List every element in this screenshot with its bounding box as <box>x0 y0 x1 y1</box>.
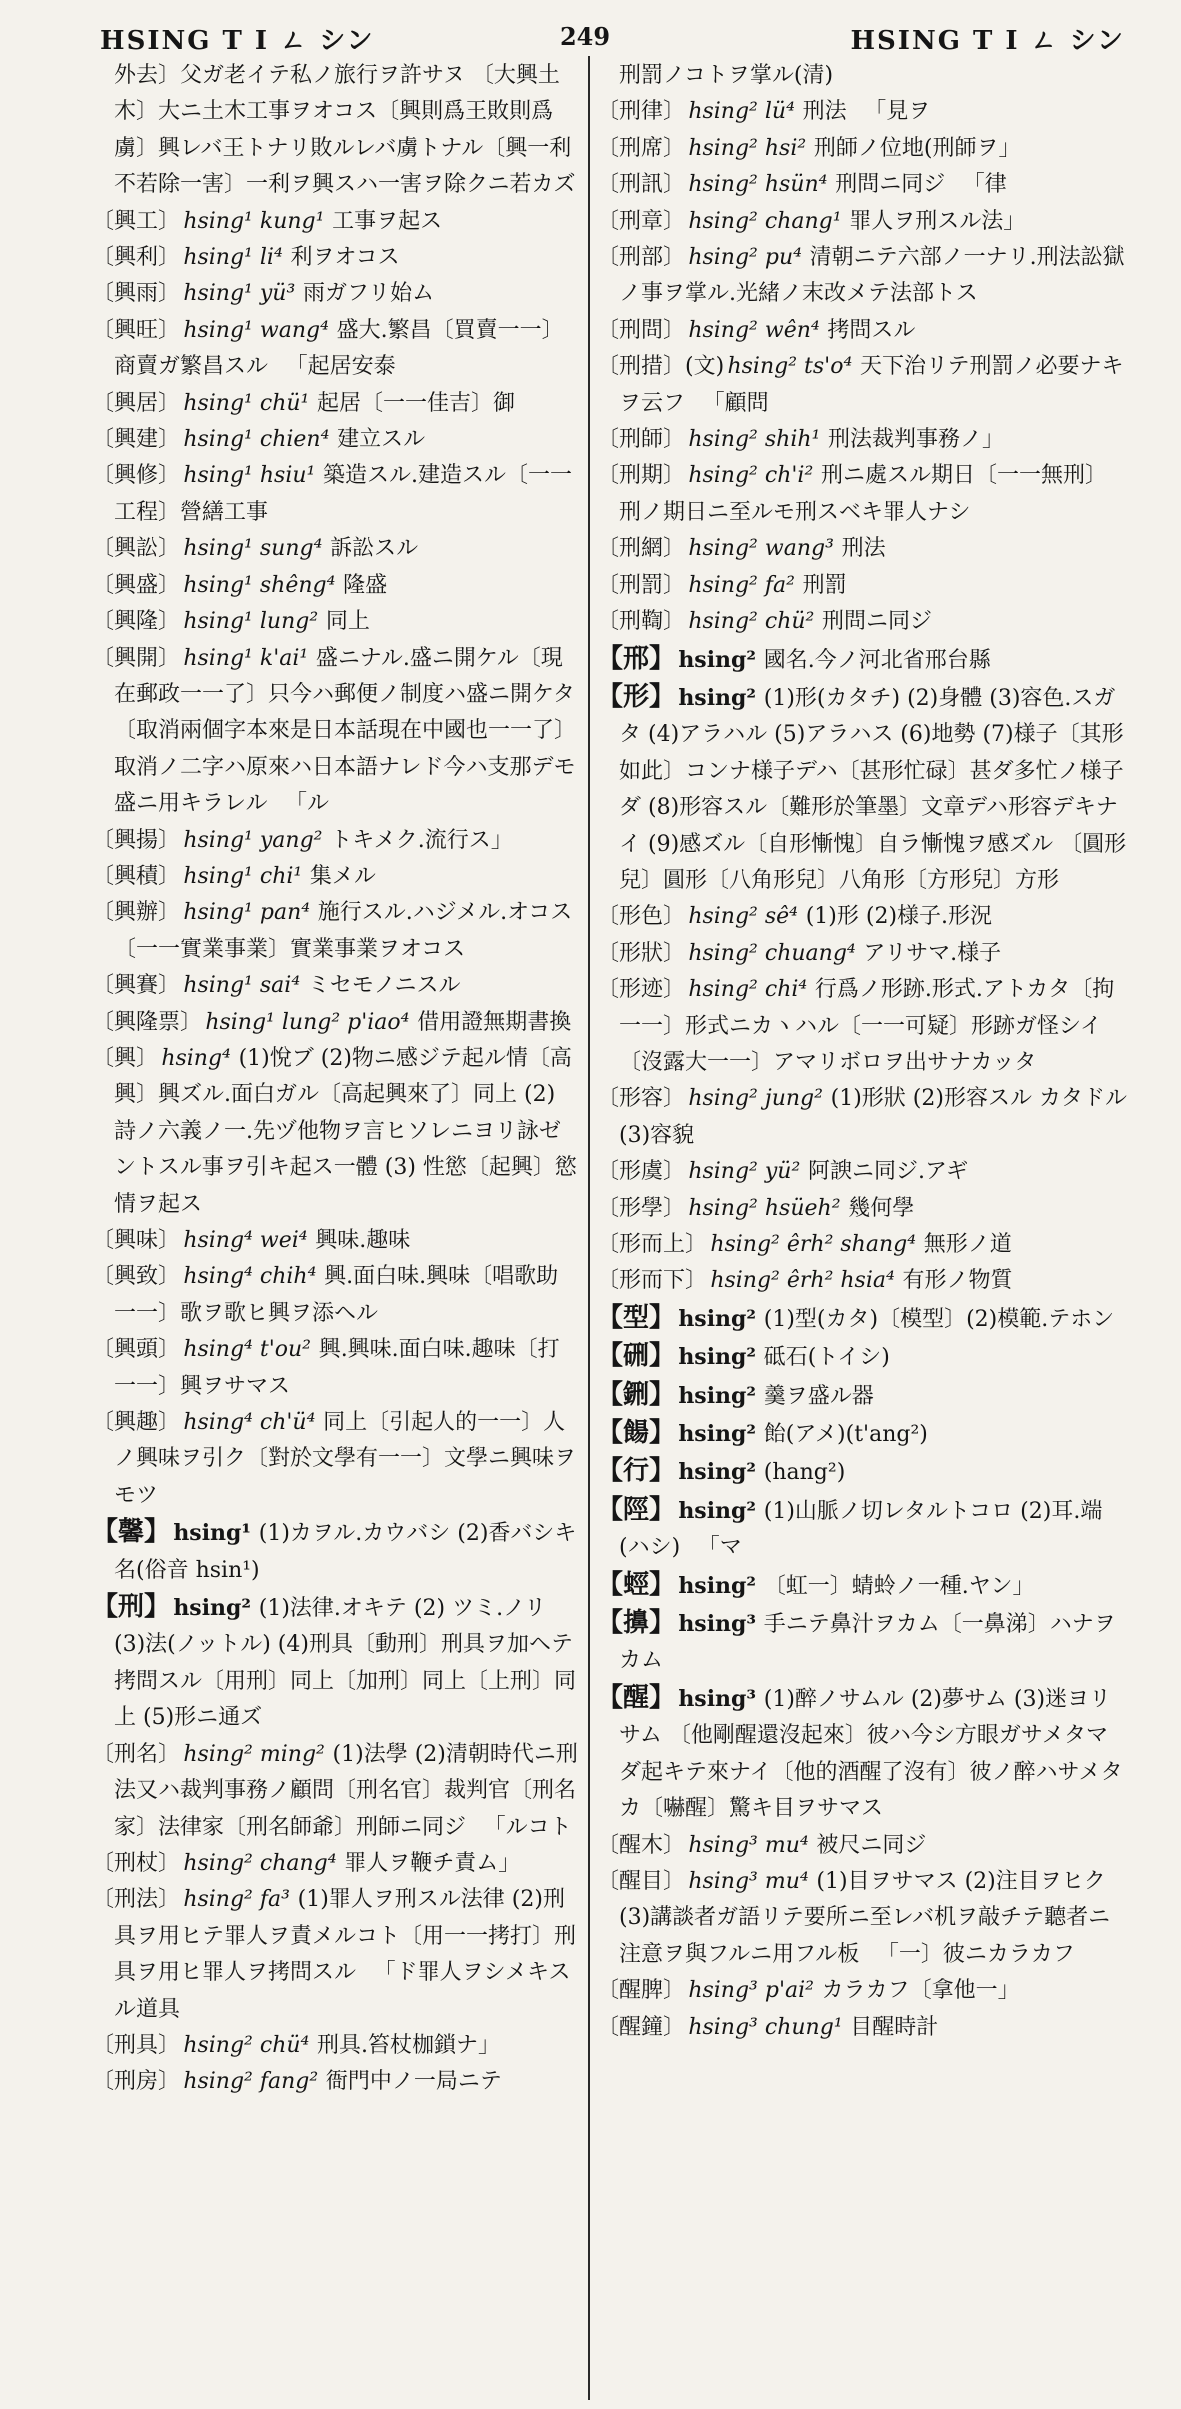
entry-gloss: 起居〔一一佳吉〕御 <box>317 390 516 416</box>
entry-term: 〔形而上〕 <box>597 1232 708 1257</box>
compound-entry <box>92 1223 580 1259</box>
continued-entry <box>597 58 1127 94</box>
entry-gloss: (1)カヲル.カウバシ (2)香バシキ名(俗音 hsin¹) <box>114 1521 577 1583</box>
compound-entry <box>597 1864 1127 1973</box>
entry-reading: hsing² wang³ <box>688 536 834 562</box>
entry-term: 〔刑律〕 <box>597 99 686 125</box>
entry-term: 〔興工〕 <box>92 208 181 234</box>
entry-gloss: 同上 <box>325 609 370 635</box>
compound-entry <box>92 1846 580 1882</box>
entry-term: 〔興訟〕 <box>92 536 181 562</box>
entry-gloss: 建立スル <box>337 427 426 453</box>
entry-gloss: 拷問スル <box>827 317 916 343</box>
entry-reading: hsing¹ yü³ <box>183 281 296 307</box>
entry-gloss: 罪人ヲ鞭チ責ム」 <box>344 1850 521 1876</box>
compound-entry <box>597 167 1127 203</box>
running-head-left: HSING T I ㄥ シン <box>100 26 375 56</box>
headword-entry <box>597 1605 1127 1680</box>
entry-reading: hsing² <box>678 1459 757 1486</box>
entry-term: 〔刑具〕 <box>92 2032 181 2058</box>
entry-term: 〔刑鞫〕 <box>597 609 686 635</box>
entry-gloss: 有形ノ物質 <box>902 1268 1013 1294</box>
entry-term: 〔興賽〕 <box>92 973 181 999</box>
entry-gloss: 盛大.繁昌〔買賣一一〕商賣ガ繁昌スル <box>114 317 564 380</box>
entry-gloss: 集メル <box>309 863 376 889</box>
entry-term: 〔刑法〕 <box>92 1887 181 1913</box>
entry-reading: hsing¹ chi¹ <box>183 863 303 889</box>
compound-entry <box>92 823 580 859</box>
entry-gloss: 同上〔引起人的一一〕人ノ興味ヲ引ク〔對於文學有一一〕文學ニ興味ヲモツ <box>114 1410 577 1508</box>
entry-term: 〔刑部〕 <box>597 245 686 271</box>
entry-reading: hsing² lü⁴ <box>688 99 795 125</box>
entry-reading: hsing¹ shêng⁴ <box>183 572 336 598</box>
entry-reading: hsing² <box>173 1595 252 1622</box>
entry-reading: hsing² <box>678 1382 757 1409</box>
entry-reading: hsing³ chung¹ <box>688 2014 843 2040</box>
entry-term: 〔興辦〕 <box>92 900 181 926</box>
entry-gloss: 工事ヲ起ス <box>332 208 443 234</box>
compound-entry <box>597 1263 1127 1299</box>
compound-entry <box>92 204 580 240</box>
compound-entry <box>92 1882 580 2028</box>
compound-entry <box>92 1041 580 1223</box>
entry-reading: hsing¹ wang⁴ <box>183 317 329 343</box>
left-column <box>92 58 580 2398</box>
entry-gloss: 清朝ニテ六部ノ一ナリ.刑法訟獄ノ事ヲ掌ル.光緒ノ末改メテ法部トス <box>619 245 1125 307</box>
entry-reading: hsing⁴ t'ou² <box>183 1337 311 1363</box>
compound-entry <box>92 240 580 276</box>
running-header <box>0 16 1181 60</box>
entry-gloss: 阿諛ニ同ジ.アギ <box>807 1159 969 1185</box>
entry-reading: hsing² chuang⁴ <box>688 940 856 966</box>
entry-gloss: 利ヲオコス <box>290 245 400 271</box>
compound-entry <box>92 968 580 1004</box>
compound-entry <box>92 1259 580 1332</box>
entry-term: 【鉶】 <box>597 1379 676 1410</box>
entry-reading: hsing² yü² <box>688 1159 801 1185</box>
entry-gloss: 〔虹一〕蜻蛉ノ一種.ヤン」 <box>763 1573 1035 1599</box>
entry-term: 〔刑訊〕 <box>597 172 686 198</box>
entry-gloss: 衙門中ノ一局ニテ <box>325 2069 502 2095</box>
entry-term: 〔興趣〕 <box>92 1410 181 1436</box>
entry-reading: hsing² jung² <box>688 1086 823 1112</box>
entry-reading: hsing³ p'ai² <box>688 1978 814 2004</box>
entry-gloss: 刑法 <box>841 536 886 562</box>
entry-reading: hsing² sê⁴ <box>688 904 799 930</box>
entry-term: 〔刑名〕 <box>92 1741 181 1767</box>
entry-term: 〔興隆〕 <box>92 609 181 635</box>
entry-term: 〔興積〕 <box>92 863 181 889</box>
entry-reading: hsing³ <box>678 1611 757 1638</box>
headword-entry <box>597 1338 1127 1376</box>
compound-entry <box>92 1405 580 1514</box>
entry-gloss: トキメク.流行ス」 <box>330 827 513 853</box>
entry-term: 〔刑師〕 <box>597 427 686 453</box>
entry-term: 〔形迹〕 <box>597 977 686 1003</box>
compound-entry <box>92 895 580 968</box>
compound-entry <box>92 386 580 422</box>
entry-reading: hsing³ mu⁴ <box>688 1832 809 1858</box>
compound-entry <box>92 604 580 640</box>
entry-gloss: 罪人ヲ刑スル法」 <box>849 208 1026 234</box>
compound-entry <box>597 131 1127 167</box>
entry-gloss: 被尺ニ同ジ <box>816 1832 927 1858</box>
entry-tail: 「マ <box>697 1535 742 1561</box>
entry-gloss: カラカフ〔拿他一」 <box>821 1978 1020 2004</box>
entry-gloss: 借用證無期書換 <box>417 1009 572 1035</box>
entry-gloss: (1)山脈ノ切レタルトコロ (2)耳.端(ハシ) <box>619 1498 1103 1561</box>
entry-term: 【餳】 <box>597 1418 676 1449</box>
compound-entry <box>92 458 580 531</box>
entry-term: 【擤】 <box>597 1608 676 1639</box>
entry-reading: hsing² ts'o⁴ <box>727 354 853 380</box>
entry-reading: hsing³ mu⁴ <box>688 1868 809 1894</box>
compound-entry <box>597 936 1127 972</box>
entry-term: 〔形學〕 <box>597 1195 686 1221</box>
entry-reading: hsing² chang⁴ <box>183 1850 337 1876</box>
entry-term: 〔刑杖〕 <box>92 1850 181 1876</box>
entry-gloss: 目醒時計 <box>850 2014 939 2040</box>
compound-entry <box>597 94 1127 130</box>
entry-gloss: (hang²) <box>763 1460 846 1486</box>
entry-tail: 「見ヲ <box>864 99 931 125</box>
entry-term: 〔形色〕 <box>597 904 686 930</box>
entry-reading: hsing² shih¹ <box>688 427 821 453</box>
entry-term: 〔刑問〕 <box>597 317 686 343</box>
compound-entry <box>597 1154 1127 1190</box>
entry-term: 【形】 <box>597 681 676 712</box>
entry-term: 【陘】 <box>597 1494 676 1525</box>
entry-gloss: 幾何學 <box>848 1195 915 1221</box>
headword-entry <box>597 641 1127 679</box>
entry-reading: hsing² <box>678 1421 757 1448</box>
compound-entry <box>597 313 1127 349</box>
entry-gloss: ミセモノニスル <box>307 973 461 999</box>
entry-reading: hsing¹ sung⁴ <box>183 536 323 562</box>
entry-term: 〔興居〕 <box>92 390 181 416</box>
compound-entry <box>597 972 1127 1081</box>
compound-entry <box>92 641 580 823</box>
entry-gloss: (1)型(カタ)〔模型〕(2)模範.テホン <box>763 1306 1115 1332</box>
entry-reading: hsing² fa³ <box>183 1887 290 1913</box>
entry-term: 〔興致〕 <box>92 1264 181 1290</box>
entry-term: 〔醒脾〕 <box>597 1978 686 2004</box>
entry-term: 〔形狀〕 <box>597 940 686 966</box>
entry-term: 〔刑席〕 <box>597 135 686 161</box>
entry-reading: hsing² chi⁴ <box>688 977 808 1003</box>
entry-term: 〔興〕 <box>92 1045 159 1071</box>
entry-reading: hsing² hsün⁴ <box>688 172 828 198</box>
entry-reading: hsing¹ chü¹ <box>183 390 310 416</box>
entry-gloss: 刑罰 <box>802 572 847 598</box>
entry-term: 〔興揚〕 <box>92 827 181 853</box>
entry-gloss: 興.興味.面白味.趣味〔打一一〕興ヲサマス <box>114 1337 560 1399</box>
entry-reading: hsing¹ pan⁴ <box>183 900 311 926</box>
entry-gloss: (1)悅ブ (2)物ニ感ジテ起ル情〔高興〕興ズル.面白ガル〔高起興來了〕同上 (2) 詩ノ六義ノ一.先ヅ他物ヲ言ヒソレニヨリ詠ゼントスル事ヲ引キ起ス一體 (3) 性慾〔起興〕慾情ヲ起ス <box>114 1045 577 1217</box>
entry-gloss: 刑法 <box>802 99 847 125</box>
entry-term: 【醒】 <box>597 1682 676 1713</box>
entry-term: 〔興旺〕 <box>92 317 181 343</box>
entry-reading: hsing⁴ <box>161 1045 231 1071</box>
entry-reading: hsing² <box>678 1497 757 1524</box>
entry-gloss: 天下治リテ刑罰ノ必要ナキヲ云フ <box>619 354 1124 416</box>
entry-term: 【行】 <box>597 1456 676 1487</box>
entry-reading: hsing⁴ ch'ü⁴ <box>183 1410 316 1436</box>
entry-term: 【馨】 <box>92 1517 171 1548</box>
entry-reading: hsing² <box>678 646 757 673</box>
entry-tail: 「顧問 <box>702 390 769 416</box>
entry-reading: hsing² hsüeh² <box>688 1195 841 1221</box>
entry-term: 〔醒目〕 <box>597 1868 686 1894</box>
entry-term: 〔刑章〕 <box>597 208 686 234</box>
entry-gloss: 刑ニ處スル期日〔一一無刑〕刑ノ期日ニ至ルモ刑スベキ罪人ナシ <box>619 463 1107 525</box>
entry-reading: hsing² ch'i² <box>688 463 814 489</box>
entry-gloss: 砥石(トイシ) <box>763 1345 890 1371</box>
compound-entry <box>92 2028 580 2064</box>
compound-entry <box>92 1332 580 1405</box>
entry-reading: hsing² <box>678 1344 757 1371</box>
entry-term: 〔興利〕 <box>92 245 181 271</box>
entry-gloss: 行爲ノ形跡.形式.アトカタ〔拘一一〕形式ニカヽハル〔一一可疑〕形跡ガ怪シイ〔沒露大一一〕アマリボロヲ出サナカッタ <box>619 977 1115 1075</box>
entry-tail: 「ル <box>285 791 330 817</box>
entry-reading: hsing¹ sai⁴ <box>183 973 301 999</box>
entry-tail: 「ルコト <box>483 1814 572 1840</box>
compound-entry <box>597 899 1127 935</box>
right-column <box>597 58 1127 2398</box>
entry-term: 【硎】 <box>597 1341 676 1372</box>
headword-entry <box>597 1567 1127 1605</box>
entry-gloss: 刑具.笞杖枷鎖ナ」 <box>317 2032 501 2058</box>
entry-gloss: 施行スル.ハジメル.オコス〔一一實業事業〕實業事業ヲオコス <box>114 900 573 962</box>
entry-gloss: 外去〕父ガ老イテ私ノ旅行ヲ許サヌ 〔大興土木〕大ニ土木工事ヲオコス〔興則爲王敗則爲虜〕興レバ王トナリ敗ルレバ虜トナル〔興一利不若除一害〕一利ヲ興スハ一害ヲ除クニ若カズ <box>114 63 576 198</box>
entry-reading: hsing² êrh² shang⁴ <box>710 1232 917 1257</box>
entry-reading: hsing² <box>678 684 757 711</box>
entry-gloss: 刑罰ノコトヲ掌ル(清) <box>619 63 834 88</box>
entry-gloss: 築造スル.建造スル〔一一工程〕營繕工事 <box>114 463 573 525</box>
entry-gloss: 刑法裁判事務ノ」 <box>828 427 1005 453</box>
entry-term: 【蛵】 <box>597 1569 676 1600</box>
headword-entry <box>597 1415 1127 1453</box>
compound-entry <box>92 2064 580 2100</box>
entry-gloss: 隆盛 <box>343 572 388 598</box>
entry-reading: hsing² chü⁴ <box>183 2032 310 2058</box>
continued-entry <box>92 58 580 204</box>
entry-gloss: 國名.今ノ河北省邢台縣 <box>763 647 991 673</box>
entry-gloss: 刑問ニ同ジ <box>835 172 946 198</box>
compound-entry <box>92 313 580 386</box>
headword-entry <box>597 1680 1127 1828</box>
entry-term: 〔興開〕 <box>92 645 181 671</box>
entry-gloss: アリサマ.様子 <box>863 940 1002 966</box>
entry-reading: hsing² hsi² <box>688 135 807 161</box>
entry-gloss: 興味.趣味 <box>315 1228 411 1253</box>
headword-entry <box>597 1300 1127 1338</box>
entry-reading: hsing² ming² <box>183 1741 325 1767</box>
entry-reading: hsing² chang¹ <box>688 208 842 234</box>
entry-term: 〔興頭〕 <box>92 1337 181 1363</box>
entry-gloss: 訴訟スル <box>330 536 419 562</box>
entry-reading: hsing¹ yang² <box>183 827 323 853</box>
entry-term: 〔興盛〕 <box>92 572 181 598</box>
entry-term: 〔興味〕 <box>92 1228 181 1253</box>
entry-term: 〔醒鐘〕 <box>597 2014 686 2040</box>
entry-reading: hsing¹ lung² <box>183 609 319 635</box>
entry-reading: hsing² pu⁴ <box>688 245 802 271</box>
compound-entry <box>92 531 580 567</box>
entry-gloss: (1)目ヲサマス (2)注目ヲヒク (3)講談者ガ語リテ要所ニ至レバ机ヲ敲チテ聽者ニ注意ヲ與フルニ用フル板 <box>619 1868 1111 1967</box>
entry-term: 〔興建〕 <box>92 427 181 453</box>
entry-reading: hsing¹ k'ai¹ <box>183 645 309 671</box>
entry-term: 〔刑期〕 <box>597 463 686 489</box>
entry-reading: hsing³ <box>678 1685 757 1712</box>
headword-entry <box>92 1589 580 1737</box>
compound-entry <box>597 2010 1127 2046</box>
entry-gloss: 飴(アメ)(t'ang²) <box>763 1422 928 1448</box>
entry-gloss: (1)法律.オキテ (2) ツミ.ノリ (3)法(ノットル) (4)刑具〔動刑〕刑具ヲ加ヘテ拷問スル〔用刑〕同上〔加刑〕同上〔上刑〕同上 (5)形ニ通ズ <box>114 1596 577 1731</box>
entry-gloss: (1)罪人ヲ刑スル法律 (2)刑具ヲ用ヒテ罪人ヲ責メルコト〔用一一拷打〕刑具ヲ用ヒ罪人ヲ拷問スル <box>114 1887 577 1986</box>
column-divider <box>588 56 590 2400</box>
entry-reading: hsing² <box>678 1305 757 1332</box>
page-number: 249 <box>559 22 611 51</box>
entry-reading: hsing¹ lung² p'iao⁴ <box>205 1009 410 1035</box>
entry-gloss: 刑師ノ位地(刑師ヲ」 <box>813 135 1021 161</box>
entry-term: 〔形而下〕 <box>597 1268 708 1294</box>
entry-gloss: (1)醉ノサムル (2)夢サム (3)迷ヨリサム 〔他剛醒還沒起來〕彼ハ今シ方眼ガサメタマダ起キテ來ナイ〔他的酒醒了沒有〕彼ノ醉ハサメタカ〔嚇醒〕驚キ目ヲサマス <box>619 1686 1123 1822</box>
entry-reading: hsing² wên⁴ <box>688 317 820 343</box>
entry-tail: 「律 <box>962 172 1007 198</box>
entry-reading: hsing¹ <box>173 1520 252 1547</box>
entry-term: 【刑】 <box>92 1592 171 1623</box>
entry-reading: hsing² <box>678 1572 757 1599</box>
entry-term: 〔刑措〕(文) <box>597 354 725 380</box>
headword-entry <box>597 1453 1127 1491</box>
entry-reading: hsing² êrh² hsia⁴ <box>710 1268 895 1294</box>
compound-entry <box>597 1227 1127 1263</box>
compound-entry <box>597 1191 1127 1227</box>
entry-term: 〔興修〕 <box>92 463 181 489</box>
entry-reading: hsing⁴ chih⁴ <box>183 1264 317 1290</box>
entry-term: 【邢】 <box>597 643 676 674</box>
entry-reading: hsing² fang² <box>183 2069 319 2095</box>
compound-entry <box>92 1005 580 1041</box>
entry-gloss: (1)形 (2)様子.形況 <box>805 904 993 930</box>
running-head-right: HSING T I ㄥ シン <box>850 26 1125 56</box>
entry-reading: hsing² chü² <box>688 609 815 635</box>
compound-entry <box>597 240 1127 313</box>
headword-entry <box>597 679 1127 899</box>
entry-gloss: 盛ニナル.盛ニ開ケル〔現在郵政一一了〕只今ハ郵便ノ制度ハ盛ニ開ケタ〔取消兩個字本來是日本話現在中國也一一了〕取消ノ二字ハ原來ハ日本語ナレド今ハ支那デモ盛ニ用キラレル <box>114 645 577 817</box>
headword-entry <box>597 1492 1127 1567</box>
entry-gloss: 手ニテ鼻汁ヲカム〔一鼻涕〕ハナヲカム <box>619 1612 1116 1674</box>
entry-term: 〔刑網〕 <box>597 536 686 562</box>
entry-gloss: 雨ガフリ始ム <box>302 281 435 307</box>
entry-gloss: (1)形(カタチ) (2)身體 (3)容色.スガタ (4)アラハル (5)アラハス (6)地勢 (7)様子〔其形如此〕コンナ様子デハ〔甚形忙碌〕甚ダ多忙ノ様子ダ (8)形容スル〔難形於筆墨〕文章デハ形容デキナイ (9)感ズル〔自形慚愧〕自ラ慚愧ヲ感ズル 〔圓形兒〕圓形〔八角形兒〕八角形〔方形兒〕方形 <box>619 685 1127 893</box>
compound-entry <box>597 458 1127 531</box>
entry-term: 〔醒木〕 <box>597 1832 686 1858</box>
entry-gloss: 無形ノ道 <box>923 1232 1012 1257</box>
compound-entry <box>597 204 1127 240</box>
entry-term: 〔形虞〕 <box>597 1159 686 1185</box>
compound-entry <box>92 568 580 604</box>
entry-gloss: 興.面白味.興味〔唱歌助一一〕歌ヲ歌ヒ興ヲ添ヘル <box>114 1264 559 1326</box>
entry-term: 【型】 <box>597 1302 676 1333</box>
entry-tail: 「起居安泰 <box>285 354 396 380</box>
entry-gloss: (1)形狀 (2)形容スル カタドル (3)容貌 <box>619 1086 1127 1148</box>
entry-gloss: 羹ヲ盛ル器 <box>763 1383 874 1409</box>
compound-entry <box>92 1737 580 1846</box>
compound-entry <box>597 1973 1127 2009</box>
compound-entry <box>597 422 1127 458</box>
entry-reading: hsing¹ chien⁴ <box>183 427 330 453</box>
compound-entry <box>92 859 580 895</box>
compound-entry <box>92 422 580 458</box>
entry-term: 〔興隆票〕 <box>92 1009 203 1035</box>
entry-tail: 「一〕彼ニカラカフ <box>876 1941 1075 1967</box>
entry-term: 〔興雨〕 <box>92 281 181 307</box>
entry-reading: hsing¹ hsiu¹ <box>183 463 316 489</box>
entry-term: 〔刑房〕 <box>92 2069 181 2095</box>
compound-entry <box>597 1081 1127 1154</box>
headword-entry <box>92 1514 580 1589</box>
compound-entry <box>597 568 1127 604</box>
entry-term: 〔形容〕 <box>597 1086 686 1112</box>
compound-entry <box>597 349 1127 422</box>
compound-entry <box>597 531 1127 567</box>
entry-reading: hsing¹ li⁴ <box>183 245 283 271</box>
entry-gloss: 刑問ニ同ジ <box>822 609 933 635</box>
compound-entry <box>597 1828 1127 1864</box>
entry-tail: 「ド罪人ヲシメキスル道具 <box>114 1960 571 2022</box>
entry-gloss: (1)法學 (2)清朝時代ニ刑法又ハ裁判事務ノ顧問〔刑名官〕裁判官〔刑名家〕法律家〔刑名師爺〕刑師ニ同ジ <box>114 1741 578 1840</box>
entry-reading: hsing¹ kung¹ <box>183 208 325 234</box>
compound-entry <box>92 276 580 312</box>
entry-term: 〔刑罰〕 <box>597 572 686 598</box>
entry-reading: hsing² fa² <box>688 572 795 598</box>
compound-entry <box>597 604 1127 640</box>
entry-reading: hsing⁴ wei⁴ <box>183 1228 308 1253</box>
headword-entry <box>597 1377 1127 1415</box>
